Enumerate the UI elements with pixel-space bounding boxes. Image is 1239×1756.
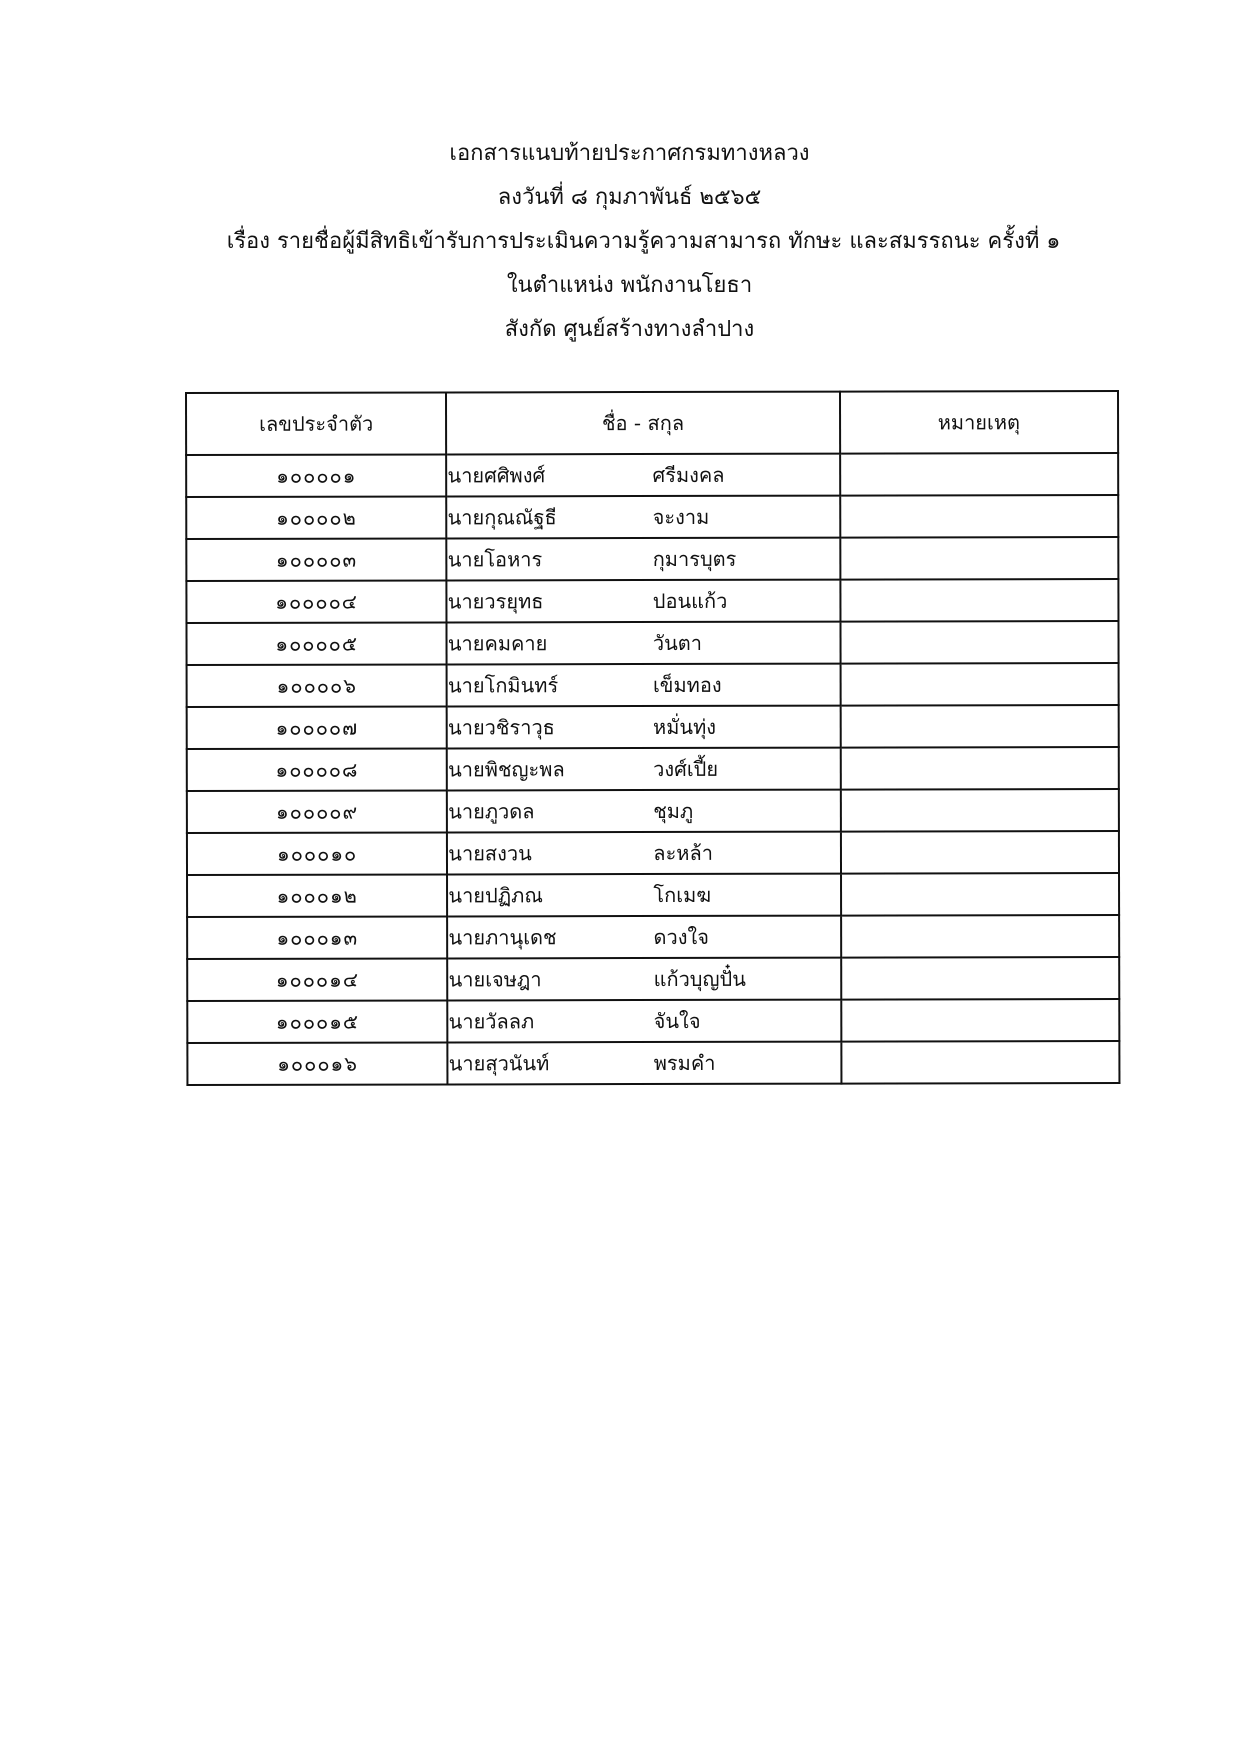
id-cell: ๑๐๐๐๐๘ <box>187 748 447 791</box>
last-name: จันใจ <box>653 1008 701 1034</box>
note-cell <box>841 999 1120 1042</box>
id-cell: ๑๐๐๐๐๙ <box>187 790 447 833</box>
table-row <box>187 747 1119 791</box>
last-name: ดวงใจ <box>653 924 709 950</box>
note-cell <box>841 831 1120 874</box>
first-name: นายวรยุทธ <box>447 589 544 614</box>
id-cell: ๑๐๐๐๑๐ <box>187 832 447 875</box>
first-name: นายโอหาร <box>447 547 543 572</box>
last-name: วันตา <box>652 630 703 656</box>
first-name: นายภานุเดช <box>448 925 557 950</box>
id-cell: ๑๐๐๐๐๖ <box>187 664 447 707</box>
id-cell: ๑๐๐๐๑๕ <box>187 1000 447 1043</box>
last-name: ชุมภู <box>653 798 694 824</box>
header-subject: เรื่อง รายชื่อผู้มีสิทธิเข้ารับการประเมินความรู้ความสามารถ ทักษะ และสมรรถนะ ครั้งที่ ๑ <box>226 229 1061 254</box>
header-note: หมายเหตุ <box>840 391 1119 454</box>
header-affiliation: สังกัด ศูนย์สร้างทางลำปาง <box>504 317 755 342</box>
note-cell <box>840 789 1119 832</box>
first-name: นายวัลลภ <box>448 1009 535 1034</box>
first-name: นายพิชญะพล <box>448 757 565 782</box>
name-cell <box>447 580 840 623</box>
last-name: กุมารบุตร <box>652 546 737 572</box>
table-row <box>186 621 1118 665</box>
table-row <box>187 663 1119 707</box>
last-name: แก้วบุญปั๋น <box>653 966 746 992</box>
last-name: ศรีมงคล <box>652 462 725 488</box>
header-date: ลงวันที่ ๘ กุมภาพันธ์ ๒๕๖๕ <box>497 185 762 210</box>
name-cell <box>448 1000 841 1043</box>
id-cell: ๑๐๐๐๐๑ <box>186 454 446 497</box>
id-cell: ๑๐๐๐๑๒ <box>187 874 447 917</box>
first-name: นายเจษฎา <box>448 967 542 992</box>
candidate-table <box>185 390 1120 1086</box>
name-cell <box>447 664 840 707</box>
note-cell <box>840 747 1119 790</box>
table-row <box>187 831 1119 875</box>
id-cell: ๑๐๐๐๑๔ <box>187 958 447 1001</box>
name-cell <box>448 1042 841 1085</box>
last-name: โกเมฆ <box>653 882 712 908</box>
note-cell <box>840 579 1119 622</box>
last-name: จะงาม <box>652 504 710 530</box>
last-name: เข็มทอง <box>652 672 722 698</box>
table-row <box>187 873 1119 917</box>
note-cell <box>841 957 1120 1000</box>
name-cell <box>447 748 840 791</box>
id-cell: ๑๐๐๐๐๕ <box>186 622 446 665</box>
note-cell <box>841 873 1120 916</box>
note-cell <box>840 453 1119 496</box>
table-row <box>186 453 1118 497</box>
first-name: นายคมคาย <box>447 631 548 656</box>
table-row <box>187 705 1119 749</box>
first-name: นายภูวดล <box>448 799 535 824</box>
first-name: นายศศิพงศ์ <box>447 463 546 488</box>
first-name: นายกุณณัฐธี <box>447 505 557 530</box>
last-name: หมั่นทุ่ง <box>653 714 717 740</box>
header-title: เอกสารแนบท้ายประกาศกรมทางหลวง <box>449 141 810 166</box>
first-name: นายโกมินทร์ <box>447 673 559 698</box>
header-position: ในตำแหน่ง พนักงานโยธา <box>506 273 753 298</box>
last-name: พรมคำ <box>653 1050 716 1076</box>
name-cell <box>446 454 839 497</box>
id-cell: ๑๐๐๐๐๓ <box>186 538 446 581</box>
note-cell <box>840 537 1119 580</box>
header-id: เลขประจำตัว <box>186 392 446 455</box>
name-cell <box>447 706 840 749</box>
name-cell <box>447 538 840 581</box>
document-header <box>0 132 1239 352</box>
first-name: นายสุวนันท์ <box>448 1051 550 1076</box>
name-cell <box>447 790 840 833</box>
id-cell: ๑๐๐๐๑๖ <box>187 1042 447 1085</box>
id-cell: ๑๐๐๐๐๗ <box>187 706 447 749</box>
table-row <box>187 957 1119 1001</box>
note-cell <box>841 915 1120 958</box>
name-cell <box>448 958 841 1001</box>
table-header-row <box>186 391 1118 455</box>
first-name: นายสงวน <box>448 841 532 866</box>
header-name: ชื่อ - สกุล <box>446 392 839 455</box>
name-cell <box>447 622 840 665</box>
last-name: ละหล้า <box>653 840 713 866</box>
table-row <box>186 579 1118 623</box>
table-row <box>187 1041 1119 1085</box>
note-cell <box>840 663 1119 706</box>
table-row <box>186 495 1118 539</box>
table-row <box>186 537 1118 581</box>
first-name: นายปฏิภณ <box>448 883 543 908</box>
table-body <box>186 453 1119 1085</box>
id-cell: ๑๐๐๐๑๓ <box>187 916 447 959</box>
id-cell: ๑๐๐๐๐๔ <box>186 580 446 623</box>
name-cell <box>447 496 840 539</box>
note-cell <box>840 621 1119 664</box>
note-cell <box>841 1041 1120 1084</box>
table-row <box>187 915 1119 959</box>
note-cell <box>840 495 1119 538</box>
name-cell <box>447 832 840 875</box>
table-row <box>187 999 1119 1043</box>
first-name: นายวชิราวุธ <box>448 715 555 740</box>
id-cell: ๑๐๐๐๐๒ <box>186 496 446 539</box>
name-cell <box>447 916 840 959</box>
table-row <box>187 789 1119 833</box>
last-name: ปอนแก้ว <box>652 588 728 614</box>
last-name: วงศ์เปี้ย <box>653 756 719 782</box>
note-cell <box>840 705 1119 748</box>
name-cell <box>447 874 840 917</box>
